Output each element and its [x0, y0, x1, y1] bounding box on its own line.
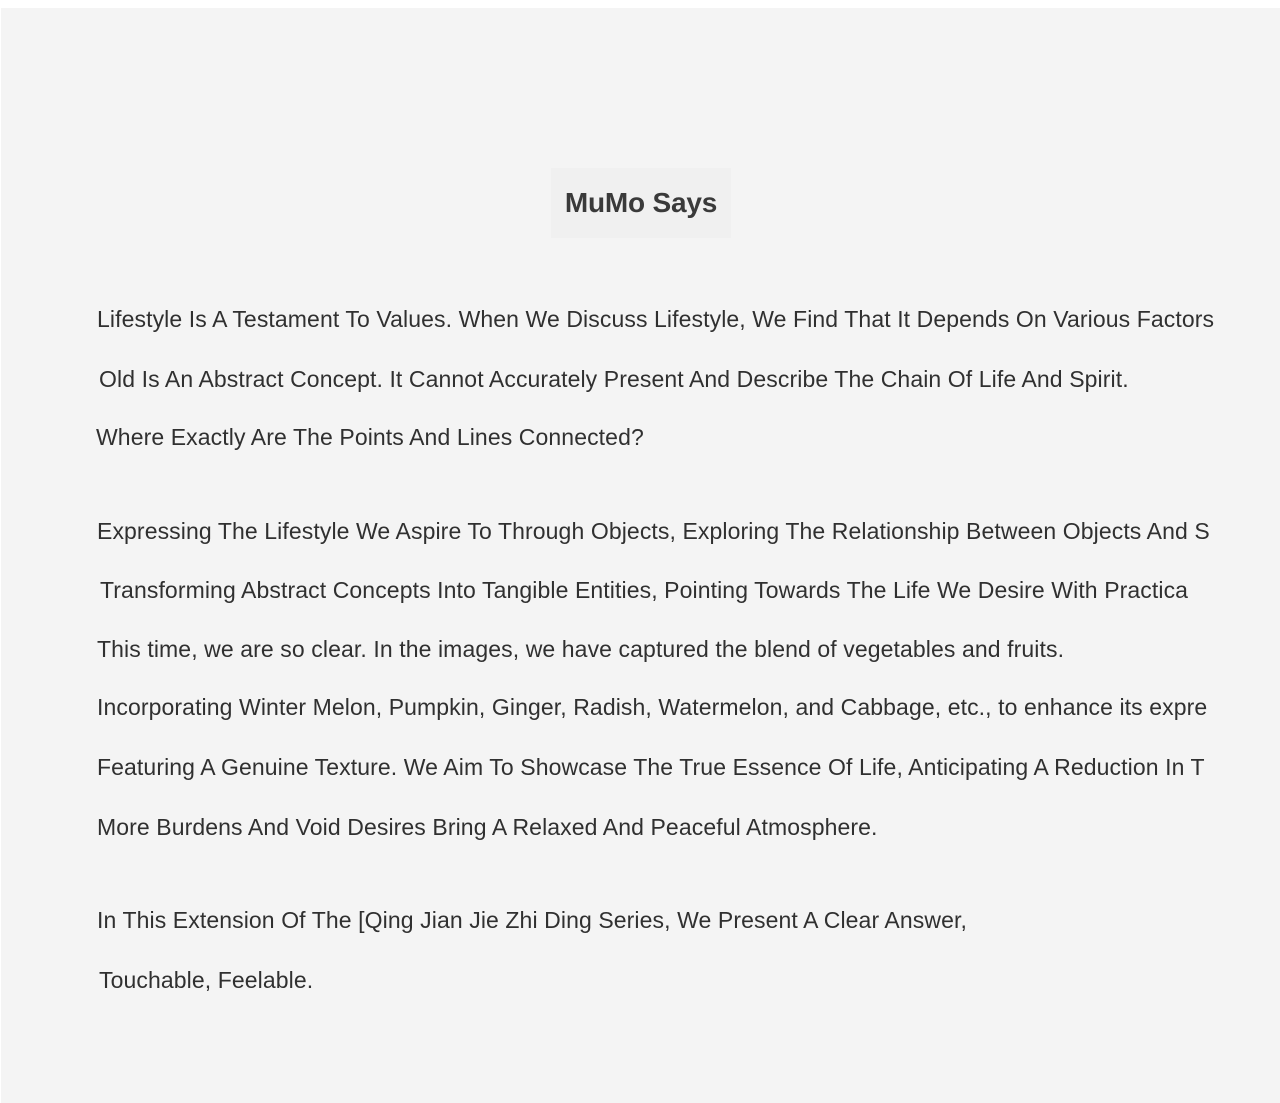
paragraph-line: Transforming Abstract Concepts Into Tangible Entities, Pointing Towards The Life We Desire With Practica [100, 577, 1189, 603]
paragraph-line: More Burdens And Void Desires Bring A Relaxed And Peaceful Atmosphere. [97, 814, 878, 840]
paragraph-line: This time, we are so clear. In the images, we have captured the blend of vegetables and fruits. [97, 636, 1065, 662]
paragraph-line: Expressing The Lifestyle We Aspire To Through Objects, Exploring The Relationship Between Objects And S [97, 518, 1210, 544]
content-page [1, 8, 1280, 1103]
paragraph-line: Lifestyle Is A Testament To Values. When We Discuss Lifestyle, We Find That It Depends On Various Factors [97, 306, 1215, 332]
paragraph-line: In This Extension Of The [Qing Jian Jie Zhi Ding Series, We Present A Clear Answer, [97, 907, 967, 933]
paragraph-line: Touchable, Feelable. [99, 967, 314, 993]
paragraph-line: Featuring A Genuine Texture. We Aim To Showcase The True Essence Of Life, Anticipating A Reduction In T [97, 754, 1205, 780]
page-title: MuMo Says [551, 168, 731, 238]
paragraph-line: Incorporating Winter Melon, Pumpkin, Ginger, Radish, Watermelon, and Cabbage, etc., to enhance its expre [97, 694, 1208, 720]
paragraph-line: Old Is An Abstract Concept. It Cannot Accurately Present And Describe The Chain Of Life And Spirit. [99, 366, 1129, 392]
paragraph-line: Where Exactly Are The Points And Lines Connected? [96, 424, 644, 450]
